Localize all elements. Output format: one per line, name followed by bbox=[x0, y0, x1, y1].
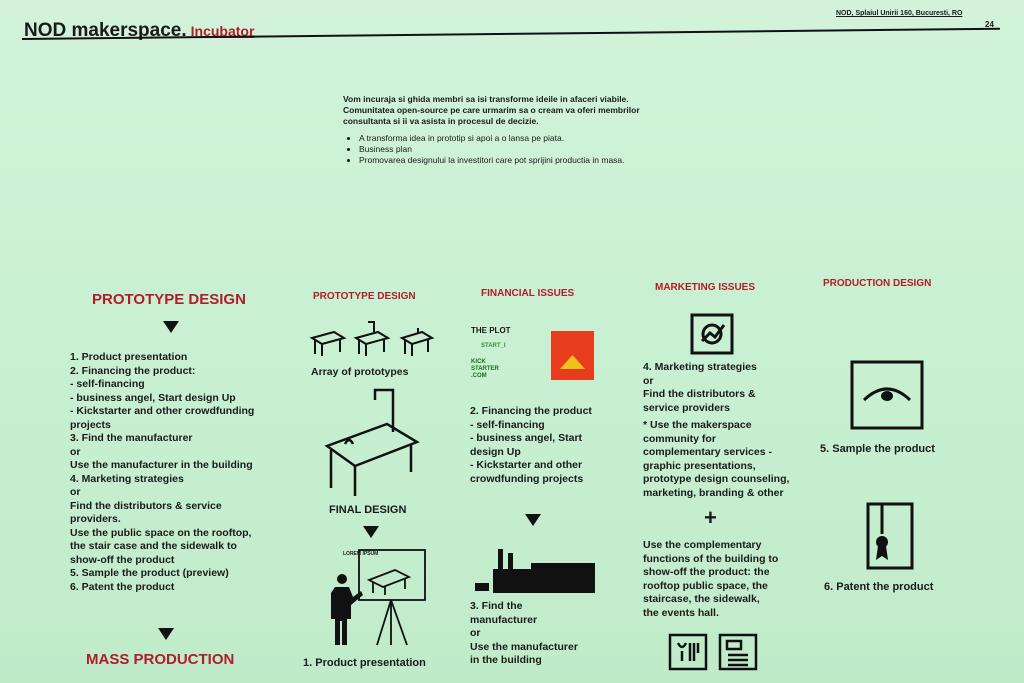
col1-line: the stair case and the sidewalk to bbox=[70, 540, 237, 552]
col2-heading: PROTOTYPE DESIGN bbox=[313, 291, 416, 302]
col4-list2 bbox=[643, 539, 813, 620]
col3-line: 3. Find the bbox=[470, 600, 523, 612]
patent-icon bbox=[866, 502, 914, 570]
col3-line: Use the manufacturer bbox=[470, 640, 578, 653]
logo-kickstarter: KICK STARTER .COM bbox=[471, 359, 499, 379]
col4-line: staircase, the sidewalk, bbox=[643, 593, 760, 605]
down-arrow-icon bbox=[525, 514, 541, 526]
col4-line: Use the complementary bbox=[643, 539, 762, 551]
down-arrow-icon bbox=[363, 526, 379, 538]
col3-line: design Up bbox=[470, 445, 521, 458]
col3-line: in the building bbox=[470, 654, 542, 666]
col1-line: - self-financing bbox=[70, 378, 145, 390]
col3-line: or bbox=[470, 627, 481, 639]
col1-line: Use the manufacturer in the building bbox=[70, 459, 253, 471]
presentation-caption: 1. Product presentation bbox=[303, 657, 426, 669]
presentation-icon bbox=[325, 545, 430, 650]
crowdfunding-logo bbox=[551, 331, 594, 380]
col3-line: - self-financing bbox=[470, 418, 545, 431]
sample-caption: 5. Sample the product bbox=[820, 443, 935, 455]
logo-the-plot: THE PLOT bbox=[471, 326, 511, 335]
col1-line: 6. Patent the product bbox=[70, 580, 175, 593]
factory-icon bbox=[473, 545, 595, 595]
restaurant-icon bbox=[668, 633, 708, 671]
col1-line: Use the public space on the rooftop, bbox=[70, 526, 252, 539]
col3-line: manufacturer bbox=[470, 613, 538, 626]
array-caption: Array of prototypes bbox=[311, 366, 409, 378]
final-design-table-icon bbox=[325, 388, 420, 498]
col4-list bbox=[643, 361, 813, 500]
col4-line: 4. Marketing strategies bbox=[643, 361, 757, 373]
col1-list bbox=[70, 351, 300, 594]
col1-line: 2. Financing the product: bbox=[70, 364, 196, 377]
prototype-tables-icon bbox=[310, 320, 436, 360]
col3-line: 2. Financing the product bbox=[470, 405, 592, 417]
intro-bullets bbox=[343, 133, 665, 166]
col3-heading: FINANCIAL ISSUES bbox=[481, 288, 575, 299]
intro-bullet: • Business plan bbox=[359, 144, 665, 155]
col3-line: - Kickstarter and other bbox=[470, 459, 583, 471]
col4-line: rooftop public space, the bbox=[643, 579, 768, 592]
down-arrow-icon bbox=[163, 321, 179, 333]
col5-heading: PRODUCTION DESIGN bbox=[823, 278, 932, 289]
down-arrow-icon bbox=[158, 628, 174, 640]
header-address: NOD, Splaiul Unirii 160, Bucuresti, RO bbox=[836, 10, 963, 17]
col1-line: 1. Product presentation bbox=[70, 351, 188, 363]
title-subtitle: Incubator bbox=[190, 23, 255, 39]
col1-line: or bbox=[70, 486, 81, 498]
col4-line: graphic presentations, bbox=[643, 459, 756, 472]
col3-line: crowdfunding projects bbox=[470, 472, 584, 485]
col1-line: projects bbox=[70, 418, 111, 431]
col1-line: - business angel, Start design Up bbox=[70, 391, 236, 404]
col1-line: or bbox=[70, 445, 81, 458]
col4-line: prototype design counseling, bbox=[643, 473, 790, 485]
logo-start-i: START_I bbox=[481, 343, 506, 349]
col4-line: marketing, branding & other bbox=[643, 486, 784, 499]
intro-paragraph: Vom incuraja si ghida membri sa isi transforme ideile in afaceri viabile. Comunitatea open-source pe care urmarim sa o cream va oferi membrilor consultanta si ii va asista in procesul de decizie. bbox=[343, 94, 640, 126]
col1-line: Find the distributors & service bbox=[70, 499, 222, 512]
final-design-label: FINAL DESIGN bbox=[329, 504, 407, 516]
col1-heading: PROTOTYPE DESIGN bbox=[92, 291, 246, 308]
intro-bullet: • A transforma idea in prototip si apoi a o lansa pe piata. bbox=[359, 133, 665, 144]
patent-caption: 6. Patent the product bbox=[824, 581, 934, 593]
col1-line: 3. Find the manufacturer bbox=[70, 432, 193, 444]
calculator-icon bbox=[718, 633, 758, 671]
col3-manufacturer bbox=[470, 600, 620, 668]
intro-text bbox=[343, 94, 665, 166]
plus-icon: + bbox=[704, 505, 717, 530]
col3-financing bbox=[470, 405, 620, 486]
intro-bullet: • Promovarea designului la investitori care pot sprijini productia in masa. bbox=[359, 155, 665, 166]
col1-line: 5. Sample the product (preview) bbox=[70, 567, 229, 579]
marketing-chart-icon bbox=[690, 313, 734, 355]
page-number: 24 bbox=[985, 20, 994, 29]
col4-heading: MARKETING ISSUES bbox=[655, 282, 756, 293]
col4-line: community for bbox=[643, 432, 716, 445]
col3-line: - business angel, Start bbox=[470, 432, 583, 444]
crowdfunding-logo-mark bbox=[560, 355, 585, 369]
col4-line: service providers bbox=[643, 401, 730, 414]
col1-line: - Kickstarter and other crowdfunding bbox=[70, 405, 255, 417]
title-text: NOD makerspace. bbox=[24, 20, 187, 41]
eye-icon bbox=[850, 360, 924, 430]
col4-line: * Use the makerspace bbox=[643, 419, 752, 431]
col1-footer: MASS PRODUCTION bbox=[86, 651, 235, 668]
board-text: LOREM IPSUM bbox=[343, 551, 379, 557]
col4-line: the events hall. bbox=[643, 606, 719, 619]
col4-line: complementary services - bbox=[643, 446, 772, 458]
col4-line: or bbox=[643, 374, 654, 387]
col1-line: providers. bbox=[70, 513, 121, 525]
col4-line: Find the distributors & bbox=[643, 388, 756, 400]
col4-line: functions of the building to bbox=[643, 552, 779, 565]
col1-line: 4. Marketing strategies bbox=[70, 472, 184, 485]
col1-line: show-off the product bbox=[70, 553, 175, 566]
col4-line: show-off the product: the bbox=[643, 566, 770, 578]
